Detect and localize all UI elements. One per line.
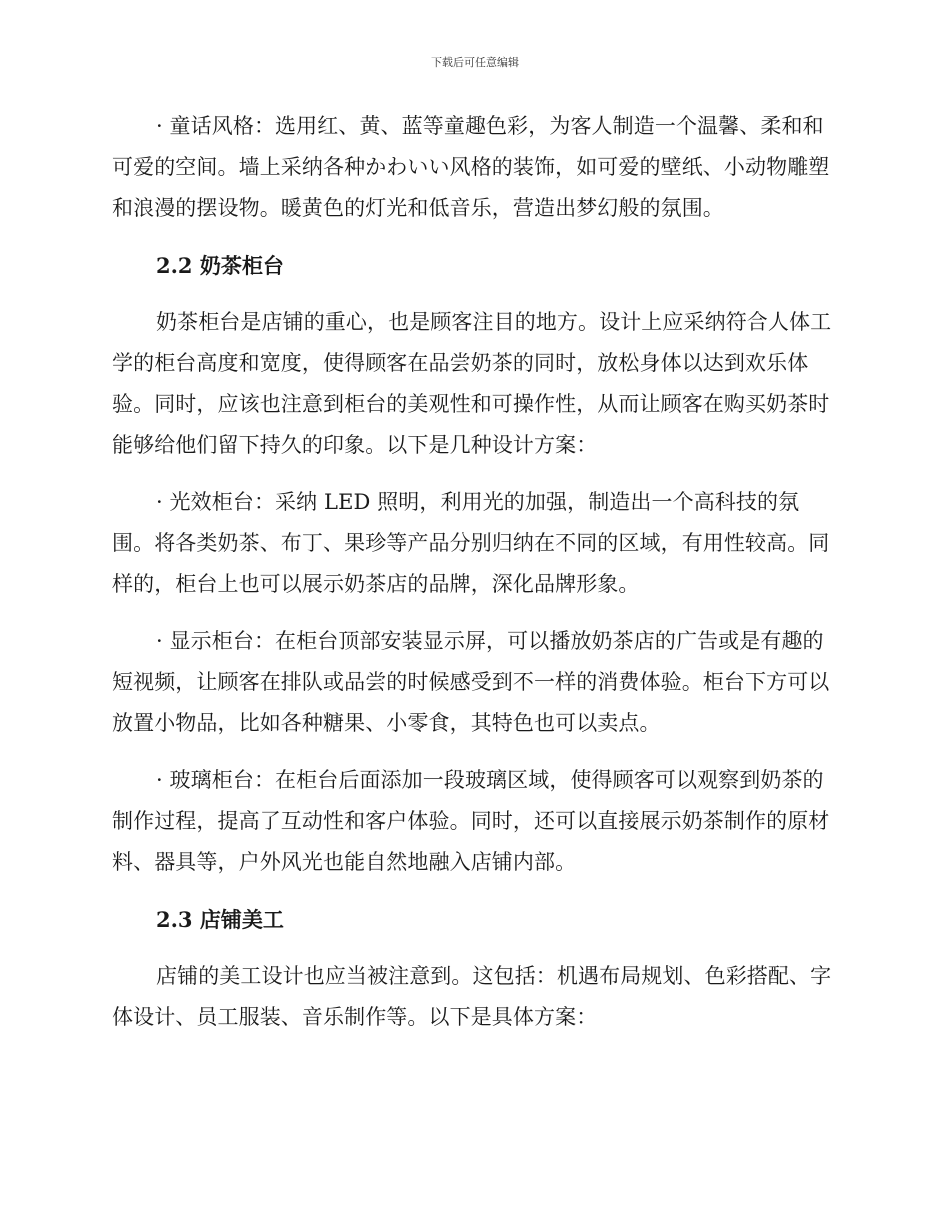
paragraph-fairy-tale-style: · 童话风格：选用红、黄、蓝等童趣色彩，为客人制造一个温馨、柔和和可爱的空间。墙上采纳各种かわいい风格的装饰，如可爱的壁纸、小动物雕塑和浪漫的摆设物。暖黄色的灯光和低音乐，营造出梦幻般的氛围。 [112,114,830,220]
document-body [112,106,832,1054]
paragraph-store-art: 店铺的美工设计也应当被注意到。这包括：机遇布局规划、色彩搭配、字体设计、员工服装、音乐制作等。以下是具体方案： [112,964,832,1029]
paragraph-light-counter: · 光效柜台：采纳 LED 照明，利用光的加强，制造出一个高科技的氛围。将各类奶茶、布丁、果珍等产品分别归纳在不同的区域，有用性较高。同样的，柜台上也可以展示奶茶店的品牌，深化品牌形象。 [112,490,830,596]
header-note: 下载后可任意编辑 [431,56,519,69]
paragraph-display-counter: · 显示柜台：在柜台顶部安装显示屏，可以播放奶茶店的广告或是有趣的短视频，让顾客在排队或品尝的时候感受到不一样的消费体验。柜台下方可以放置小物品，比如各种糖果、小零食，其特色也可以卖点。 [112,629,830,735]
paragraph-glass-counter: · 玻璃柜台：在柜台后面添加一段玻璃区域，使得顾客可以观察到奶茶的制作过程，提高了互动性和客户体验。同时，还可以直接展示奶茶制作的原材料、器具等，户外风光也能自然地融入店铺内部。 [112,768,830,874]
section-heading-2-2: 2.2 奶茶柜台 [156,253,284,278]
section-heading-2-3: 2.3 店铺美工 [156,907,284,932]
paragraph-counter-intro: 奶茶柜台是店铺的重心，也是顾客注目的地方。设计上应采纳符合人体工学的柜台高度和宽度，使得顾客在品尝奶茶的同时，放松身体以达到欢乐体验。同时，应该也注意到柜台的美观性和可操作性，从而让顾客在购买奶茶时能够给他们留下持久的印象。以下是几种设计方案： [112,310,832,457]
